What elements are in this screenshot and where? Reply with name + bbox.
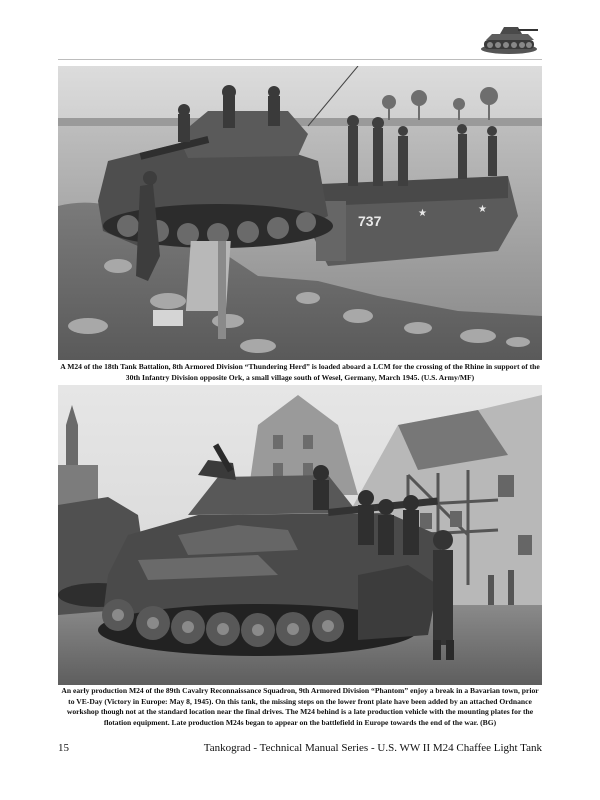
- series-title: Tankograd - Technical Manual Series - U.S. WW II M24 Chaffee Light Tank: [203, 742, 542, 754]
- lcm-hull-number: 737: [358, 213, 382, 229]
- svg-text:★: ★: [478, 204, 487, 215]
- photo-caption-bottom: An early production M24 of the 89th Cavalry Reconnaissance Squadron, 9th Armored Division “Phantom” enjoy a break in a Bavarian town, prior to VE-Day (Victory in Europe: May 8, 1945). On this tank, the missing steps on the lower front plate have been added by an attached Ordnance workshop though not at the standard location near the final drives. The M24 behind is a late production vehicle with the mounting plates for the flotation equipment. Late production M24s began to appear on the battlefield in Europe towards the end of the war. (BG): [61, 686, 539, 727]
- photo-m24-loading-lcm: [58, 66, 542, 360]
- page-number: 15: [58, 742, 69, 754]
- tank-logo-icon: [478, 18, 540, 56]
- page-footer: [58, 742, 542, 758]
- header-rule: [58, 59, 542, 60]
- photo-caption-top: A M24 of the 18th Tank Battalion, 8th Armored Division “Thundering Herd” is loaded aboard a LCM for the crossing of the Rhine in support of the 30th Infantry Division opposite Ork, a small village south of Wesel, Germany, March 1945. (U.S. Army/MF): [60, 362, 540, 382]
- photo-m24-bavarian-town: [58, 385, 542, 685]
- svg-text:★: ★: [418, 208, 427, 219]
